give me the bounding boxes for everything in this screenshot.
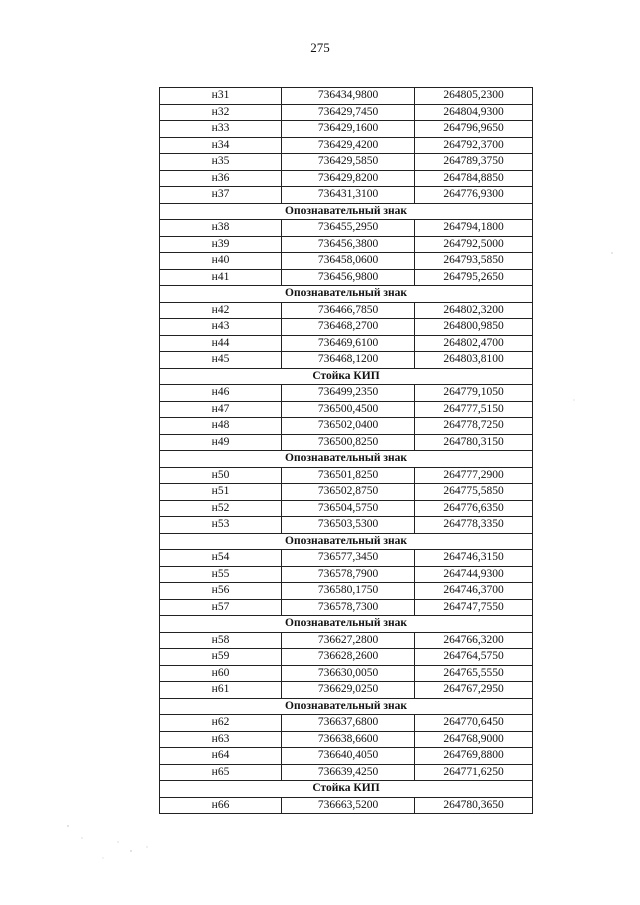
x-coordinate-cell: 736429,7450 [282, 104, 415, 121]
y-coordinate-cell: 264780,3150 [415, 434, 533, 451]
x-coordinate-cell: 736429,8200 [282, 170, 415, 187]
table-row [160, 88, 533, 105]
y-coordinate-cell: 264805,2300 [415, 88, 533, 105]
x-coordinate-cell: 736629,0250 [282, 682, 415, 699]
point-id-cell: н52 [160, 500, 282, 517]
point-id-cell: н33 [160, 121, 282, 138]
section-row [160, 698, 533, 715]
x-coordinate-cell: 736458,0600 [282, 253, 415, 270]
y-coordinate-cell: 264802,4700 [415, 335, 533, 352]
table-row [160, 599, 533, 616]
table-row [160, 731, 533, 748]
point-id-cell: н63 [160, 731, 282, 748]
section-row [160, 451, 533, 468]
y-coordinate-cell: 264794,1800 [415, 220, 533, 237]
point-id-cell: н61 [160, 682, 282, 699]
point-id-cell: н60 [160, 665, 282, 682]
point-id-cell: н44 [160, 335, 282, 352]
section-label: Опознавательный знак [160, 286, 533, 303]
table-row [160, 170, 533, 187]
y-coordinate-cell: 264767,2950 [415, 682, 533, 699]
section-label: Опознавательный знак [160, 533, 533, 550]
y-coordinate-cell: 264778,3350 [415, 517, 533, 534]
x-coordinate-cell: 736663,5200 [282, 797, 415, 814]
x-coordinate-cell: 736466,7850 [282, 302, 415, 319]
point-id-cell: н53 [160, 517, 282, 534]
point-id-cell: н51 [160, 484, 282, 501]
x-coordinate-cell: 736503,5300 [282, 517, 415, 534]
point-id-cell: н56 [160, 583, 282, 600]
y-coordinate-cell: 264770,6450 [415, 715, 533, 732]
point-id-cell: н49 [160, 434, 282, 451]
x-coordinate-cell: 736456,9800 [282, 269, 415, 286]
table-row [160, 467, 533, 484]
y-coordinate-cell: 264780,3650 [415, 797, 533, 814]
y-coordinate-cell: 264771,6250 [415, 764, 533, 781]
table-row [160, 121, 533, 138]
point-id-cell: н35 [160, 154, 282, 171]
point-id-cell: н59 [160, 649, 282, 666]
point-id-cell: н36 [160, 170, 282, 187]
table-row [160, 797, 533, 814]
table-row [160, 418, 533, 435]
section-row [160, 203, 533, 220]
x-coordinate-cell: 736500,8250 [282, 434, 415, 451]
x-coordinate-cell: 736429,4200 [282, 137, 415, 154]
y-coordinate-cell: 264746,3150 [415, 550, 533, 567]
section-row [160, 781, 533, 798]
x-coordinate-cell: 736429,1600 [282, 121, 415, 138]
table-row [160, 352, 533, 369]
y-coordinate-cell: 264775,5850 [415, 484, 533, 501]
x-coordinate-cell: 736469,6100 [282, 335, 415, 352]
section-label: Опознавательный знак [160, 203, 533, 220]
y-coordinate-cell: 264804,9300 [415, 104, 533, 121]
point-id-cell: н66 [160, 797, 282, 814]
section-label: Стойка КИП [160, 368, 533, 385]
point-id-cell: н46 [160, 385, 282, 402]
point-id-cell: н43 [160, 319, 282, 336]
y-coordinate-cell: 264784,8850 [415, 170, 533, 187]
point-id-cell: н57 [160, 599, 282, 616]
x-coordinate-cell: 736502,8750 [282, 484, 415, 501]
x-coordinate-cell: 736640,4050 [282, 748, 415, 765]
section-label: Стойка КИП [160, 781, 533, 798]
table-row [160, 764, 533, 781]
y-coordinate-cell: 264796,9650 [415, 121, 533, 138]
y-coordinate-cell: 264768,9000 [415, 731, 533, 748]
table-row [160, 566, 533, 583]
table-row [160, 517, 533, 534]
y-coordinate-cell: 264778,7250 [415, 418, 533, 435]
y-coordinate-cell: 264802,3200 [415, 302, 533, 319]
y-coordinate-cell: 264792,5000 [415, 236, 533, 253]
point-id-cell: н58 [160, 632, 282, 649]
point-id-cell: н31 [160, 88, 282, 105]
y-coordinate-cell: 264795,2650 [415, 269, 533, 286]
x-coordinate-cell: 736639,4250 [282, 764, 415, 781]
y-coordinate-cell: 264764,5750 [415, 649, 533, 666]
x-coordinate-cell: 736578,7300 [282, 599, 415, 616]
x-coordinate-cell: 736638,6600 [282, 731, 415, 748]
coordinates-table-body [160, 88, 533, 814]
point-id-cell: н64 [160, 748, 282, 765]
y-coordinate-cell: 264744,9300 [415, 566, 533, 583]
x-coordinate-cell: 736504,5750 [282, 500, 415, 517]
x-coordinate-cell: 736431,3100 [282, 187, 415, 204]
section-row [160, 286, 533, 303]
table-row [160, 104, 533, 121]
section-row [160, 368, 533, 385]
table-row [160, 385, 533, 402]
table-row [160, 319, 533, 336]
point-id-cell: н54 [160, 550, 282, 567]
y-coordinate-cell: 264789,3750 [415, 154, 533, 171]
x-coordinate-cell: 736637,6800 [282, 715, 415, 732]
table-row [160, 715, 533, 732]
y-coordinate-cell: 264746,3700 [415, 583, 533, 600]
x-coordinate-cell: 736578,7900 [282, 566, 415, 583]
section-row [160, 616, 533, 633]
y-coordinate-cell: 264765,5550 [415, 665, 533, 682]
table-row [160, 665, 533, 682]
point-id-cell: н45 [160, 352, 282, 369]
point-id-cell: н47 [160, 401, 282, 418]
point-id-cell: н38 [160, 220, 282, 237]
point-id-cell: н34 [160, 137, 282, 154]
x-coordinate-cell: 736580,1750 [282, 583, 415, 600]
point-id-cell: н39 [160, 236, 282, 253]
x-coordinate-cell: 736577,3450 [282, 550, 415, 567]
section-label: Опознавательный знак [160, 451, 533, 468]
table-row [160, 154, 533, 171]
x-coordinate-cell: 736500,4500 [282, 401, 415, 418]
page-number: 275 [310, 40, 330, 55]
y-coordinate-cell: 264800,9850 [415, 319, 533, 336]
table-row [160, 302, 533, 319]
x-coordinate-cell: 736434,9800 [282, 88, 415, 105]
coordinates-table [159, 87, 533, 814]
table-row [160, 137, 533, 154]
table-row [160, 748, 533, 765]
point-id-cell: н42 [160, 302, 282, 319]
point-id-cell: н65 [160, 764, 282, 781]
table-row [160, 269, 533, 286]
x-coordinate-cell: 736628,2600 [282, 649, 415, 666]
point-id-cell: н48 [160, 418, 282, 435]
table-row [160, 220, 533, 237]
table-row [160, 253, 533, 270]
point-id-cell: н62 [160, 715, 282, 732]
point-id-cell: н37 [160, 187, 282, 204]
point-id-cell: н50 [160, 467, 282, 484]
y-coordinate-cell: 264776,9300 [415, 187, 533, 204]
section-row [160, 533, 533, 550]
table-row [160, 187, 533, 204]
x-coordinate-cell: 736627,2800 [282, 632, 415, 649]
point-id-cell: н32 [160, 104, 282, 121]
table-row [160, 632, 533, 649]
y-coordinate-cell: 264766,3200 [415, 632, 533, 649]
y-coordinate-cell: 264793,5850 [415, 253, 533, 270]
y-coordinate-cell: 264769,8800 [415, 748, 533, 765]
table-row [160, 500, 533, 517]
x-coordinate-cell: 736501,8250 [282, 467, 415, 484]
x-coordinate-cell: 736468,2700 [282, 319, 415, 336]
x-coordinate-cell: 736499,2350 [282, 385, 415, 402]
y-coordinate-cell: 264776,6350 [415, 500, 533, 517]
point-id-cell: н55 [160, 566, 282, 583]
point-id-cell: н41 [160, 269, 282, 286]
section-label: Опознавательный знак [160, 698, 533, 715]
table-row [160, 550, 533, 567]
table-row [160, 484, 533, 501]
x-coordinate-cell: 736502,0400 [282, 418, 415, 435]
y-coordinate-cell: 264777,2900 [415, 467, 533, 484]
x-coordinate-cell: 736429,5850 [282, 154, 415, 171]
table-row [160, 583, 533, 600]
x-coordinate-cell: 736630,0050 [282, 665, 415, 682]
x-coordinate-cell: 736468,1200 [282, 352, 415, 369]
x-coordinate-cell: 736455,2950 [282, 220, 415, 237]
table-row [160, 401, 533, 418]
x-coordinate-cell: 736456,3800 [282, 236, 415, 253]
y-coordinate-cell: 264792,3700 [415, 137, 533, 154]
table-row [160, 434, 533, 451]
table-row [160, 335, 533, 352]
y-coordinate-cell: 264803,8100 [415, 352, 533, 369]
table-row [160, 649, 533, 666]
y-coordinate-cell: 264777,5150 [415, 401, 533, 418]
y-coordinate-cell: 264747,7550 [415, 599, 533, 616]
point-id-cell: н40 [160, 253, 282, 270]
y-coordinate-cell: 264779,1050 [415, 385, 533, 402]
table-row [160, 236, 533, 253]
table-row [160, 682, 533, 699]
section-label: Опознавательный знак [160, 616, 533, 633]
